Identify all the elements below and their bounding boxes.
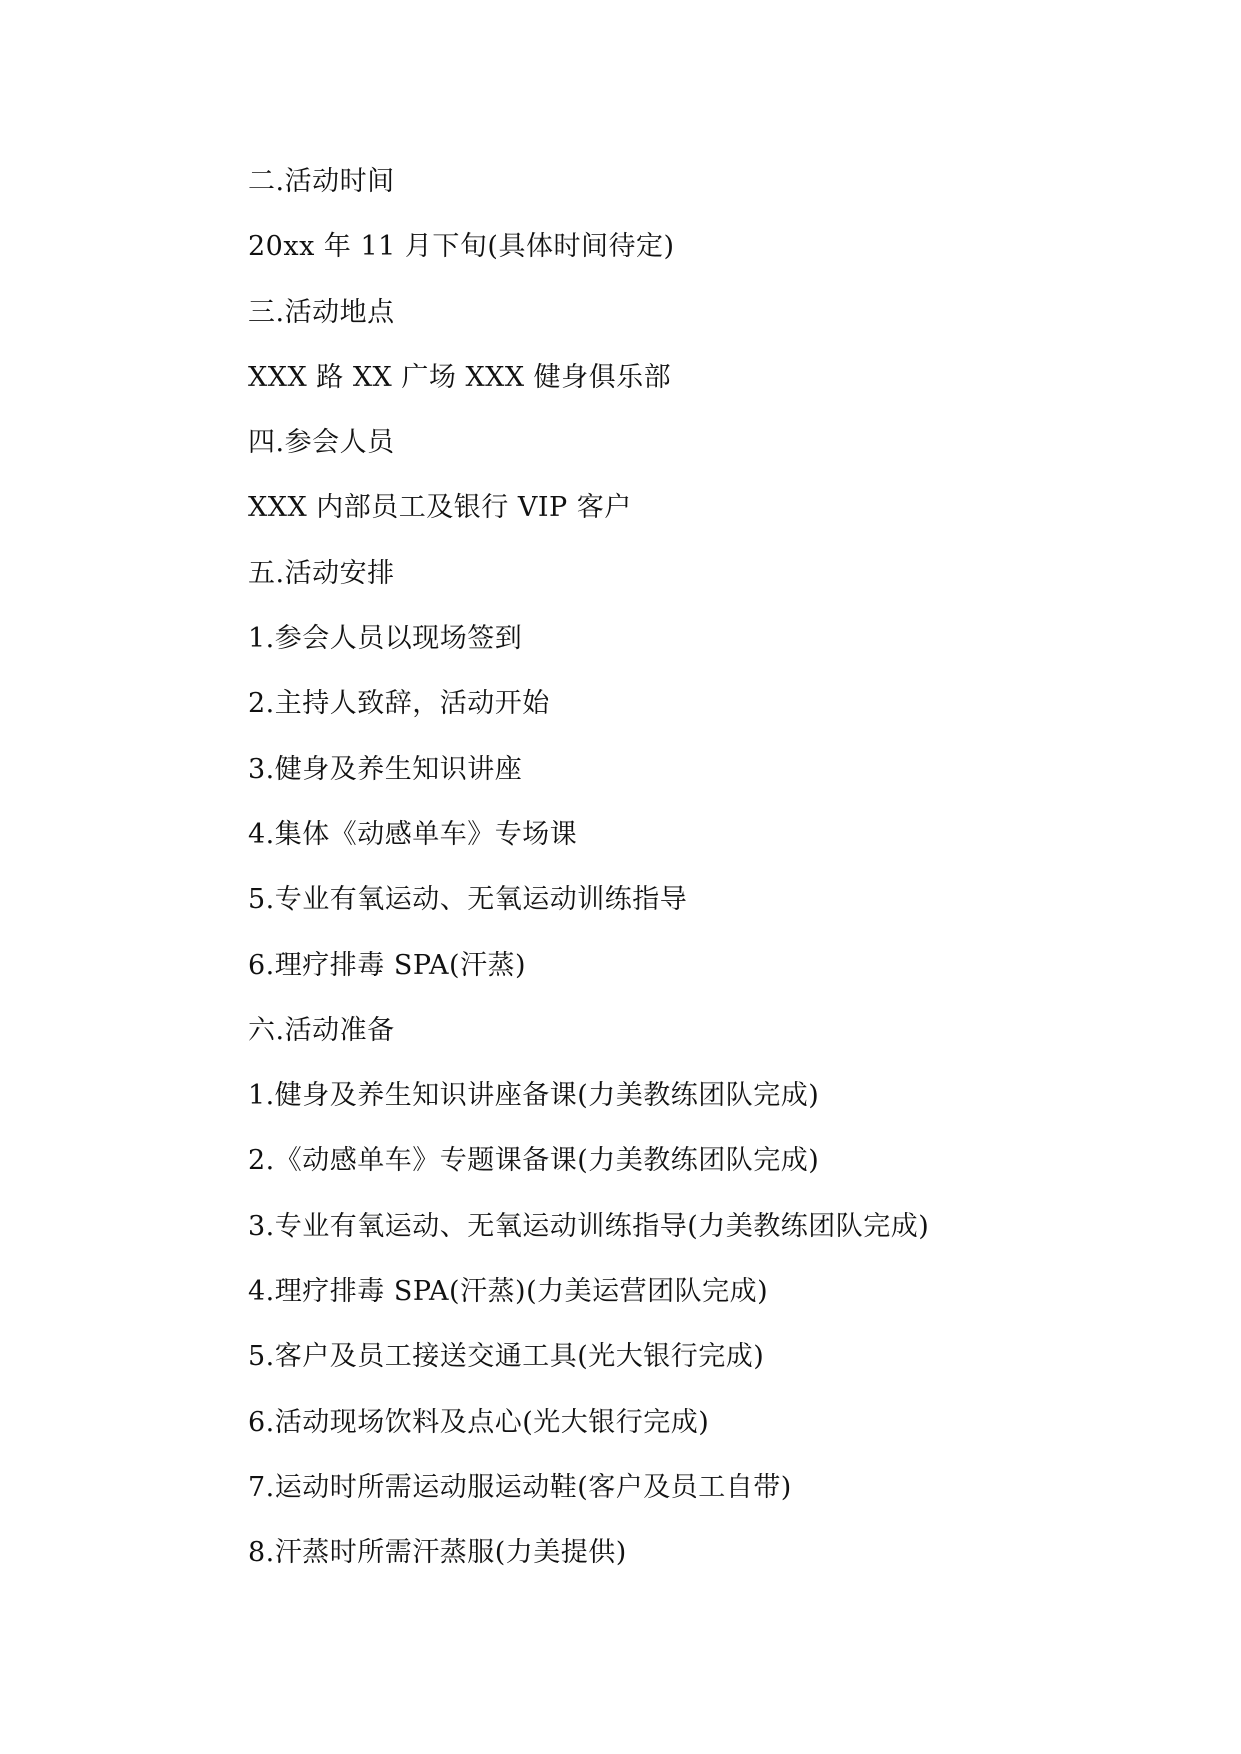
schedule-item: 5.专业有氧运动、无氧运动训练指导: [248, 884, 688, 916]
schedule-item: 4.集体《动感单车》专场课: [248, 818, 578, 850]
schedule-item: 1.参会人员以现场签到: [248, 623, 523, 655]
preparation-item: 6.活动现场饮料及点心(光大银行完成): [248, 1406, 710, 1438]
preparation-item: 7.运动时所需运动服运动鞋(客户及员工自带): [248, 1471, 792, 1503]
preparation-item: 2.《动感单车》专题课备课(力美教练团队完成): [248, 1145, 820, 1177]
preparation-item: 3.专业有氧运动、无氧运动训练指导(力美教练团队完成): [248, 1210, 930, 1242]
section-heading-activity-time: 二.活动时间: [248, 166, 395, 197]
section-heading-schedule: 五.活动安排: [248, 557, 395, 589]
section-heading-participants: 四.参会人员: [248, 427, 395, 459]
document-body: [248, 152, 1128, 1589]
preparation-item: 5.客户及员工接送交通工具(光大银行完成): [248, 1341, 765, 1373]
schedule-item: 3.健身及养生知识讲座: [248, 753, 523, 785]
schedule-item: 2.主持人致辞，活动开始: [248, 688, 550, 720]
section-heading-activity-location: 三.活动地点: [248, 296, 395, 328]
schedule-item: 6.理疗排毒 SPA(汗蒸): [248, 949, 527, 981]
preparation-item: 1.健身及养生知识讲座备课(力美教练团队完成): [248, 1080, 820, 1112]
section-heading-preparation: 六.活动准备: [248, 1014, 395, 1046]
preparation-item: 8.汗蒸时所需汗蒸服(力美提供): [248, 1537, 627, 1569]
paragraph-participants: XXX 内部员工及银行 VIP 客户: [248, 492, 632, 524]
paragraph-activity-location: XXX 路 XX 广场 XXX 健身俱乐部: [248, 361, 672, 393]
preparation-item: 4.理疗排毒 SPA(汗蒸)(力美运营团队完成): [248, 1276, 769, 1308]
paragraph-activity-time: 20xx 年 11 月下旬(具体时间待定): [248, 231, 675, 263]
